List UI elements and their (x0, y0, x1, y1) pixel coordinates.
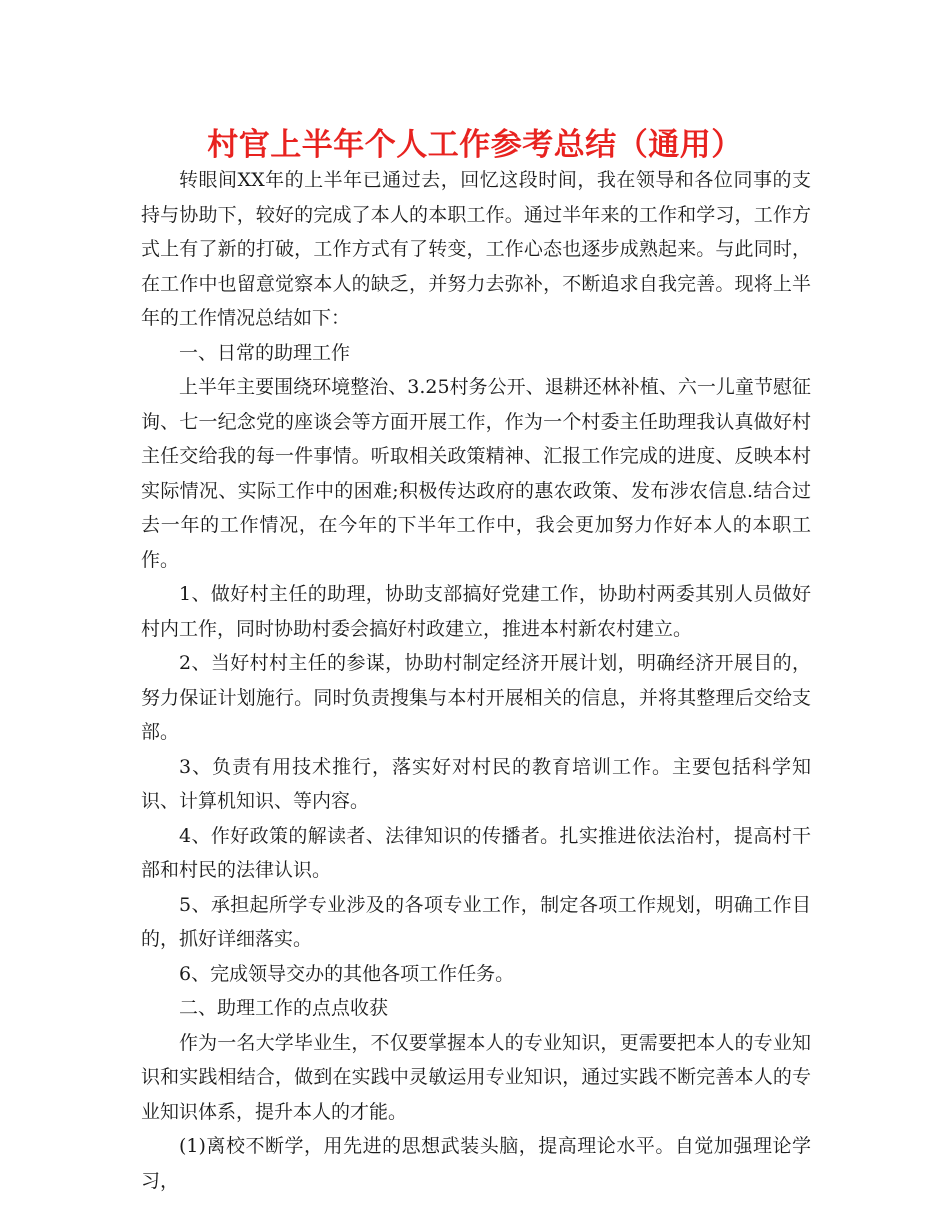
list-item: 6、完成领导交办的其他各项工作任务。 (179, 962, 515, 985)
list-item: 3、负责有用技术推行，落实好对村民的教育培训工作。主要包括科学知识、计算机知识、等内容。 (141, 755, 811, 812)
section-heading-2: 二、助理工作的点点收获 (179, 997, 389, 1019)
paragraph: 作为一名大学毕业生，不仅要掌握本人的专业知识，更需要把本人的专业知识和实践相结合，做到在实践中灵敏运用专业知识，通过实践不断完善本人的专业知识体系，提升本人的才能。 (141, 1031, 811, 1123)
document-body (141, 163, 811, 1198)
page-title: 村官上半年个人工作参考总结（通用） (207, 127, 743, 163)
paragraph: (1)离校不断学，用先进的思想武装头脑，提高理论水平。自觉加强理论学习， (141, 1135, 811, 1192)
list-item: 4、作好政策的解读者、法律知识的传播者。扎实推进依法治村，提高村干部和村民的法律认识。 (141, 824, 811, 881)
paragraph: 上半年主要围绕环境整治、3.25村务公开、退耕还林补植、六一儿童节慰征询、七一纪念党的座谈会等方面开展工作，作为一个村委主任助理我认真做好村主任交给我的每一件事情。听取相关政策精神、汇报工作完成的进度、反映本村实际情况、实际工作中的困难;积极传达政府的惠农政策、发布涉农信息.结合过去一年的工作情况，在今年的下半年工作中，我会更加努力作好本人的本职工作。 (141, 376, 811, 571)
list-item: 5、承担起所学专业涉及的各项专业工作，制定各项工作规划，明确工作目的，抓好详细落实。 (141, 893, 811, 950)
list-item: 2、当好村村主任的参谋，协助村制定经济开展计划，明确经济开展目的，努力保证计划施行。同时负责搜集与本村开展相关的信息，并将其整理后交给支部。 (141, 652, 811, 743)
paragraph-intro: 转眼间XX年的上半年已通过去，回忆这段时间，我在领导和各位同事的支持与协助下，较好的完成了本人的本职工作。通过半年来的工作和学习，工作方式上有了新的打破，工作方式有了转变，工作心态也逐步成熟起来。与此同时，在工作中也留意觉察本人的缺乏，并努力去弥补，不断追求自我完善。现将上半年的工作情况总结如下： (141, 169, 811, 329)
section-heading-1: 一、日常的助理工作 (179, 341, 351, 364)
list-item: 1、做好村主任的助理，协助支部搞好党建工作，协助村两委其别人员做好村内工作，同时协助村委会搞好村政建立，推进本村新农村建立。 (141, 583, 811, 640)
